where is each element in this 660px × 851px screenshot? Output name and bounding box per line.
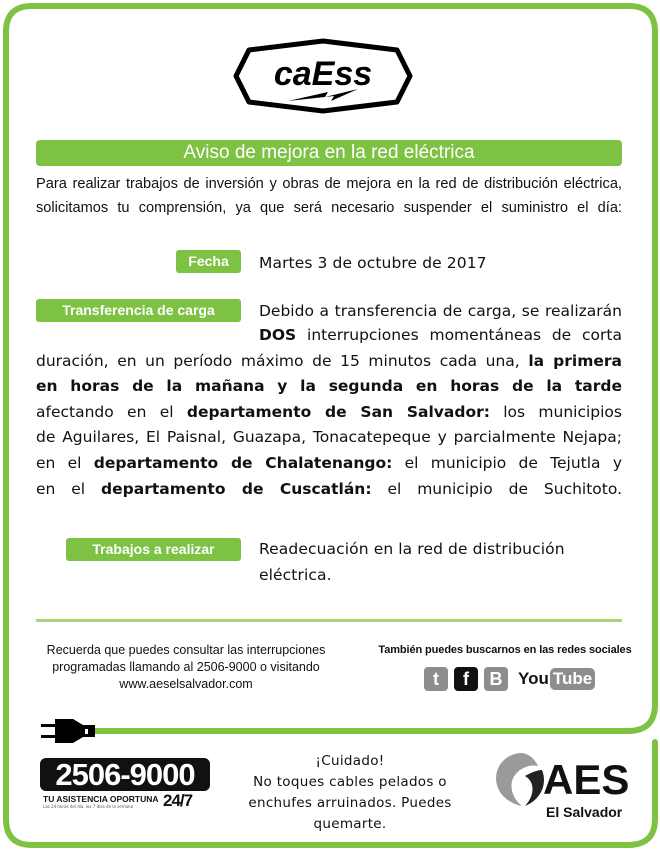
fecha-value: Martes 3 de octubre de 2017	[259, 254, 487, 272]
text: el municipio de Tejutla y	[392, 454, 623, 472]
transferencia-line	[36, 479, 622, 499]
text: interrupciones momentáneas de corta	[296, 326, 622, 344]
bold-text: departamento de San Salvador:	[186, 403, 490, 421]
caess-logo	[233, 38, 413, 114]
transferencia-line	[36, 351, 622, 371]
consult-line: Recuerda que puedes consultar las interrupciones	[46, 643, 326, 657]
bold-text: departamento de Cuscatlán:	[101, 480, 372, 498]
social-icons	[424, 667, 595, 691]
divider	[36, 619, 622, 622]
text: el municipio de Suchitoto.	[371, 480, 622, 498]
trabajos-line-1: Readecuación en la red de distribución	[259, 540, 565, 558]
trabajos-line-2: eléctrica.	[259, 566, 332, 584]
transferencia-line	[36, 453, 622, 473]
fecha-label: Fecha	[176, 250, 241, 273]
youtube-icon[interactable]	[518, 668, 595, 690]
caution-line: enchufes arruinados. Puedes	[248, 795, 452, 811]
facebook-icon[interactable]: f	[454, 667, 478, 691]
transferencia-line	[36, 376, 622, 396]
intro-line-2: solicitamos tu comprensión, ya que será necesario suspender el suministro el día:	[36, 200, 622, 216]
phone-hours: 24/7	[163, 791, 193, 810]
notice-title: Aviso de mejora en la red eléctrica	[36, 140, 622, 166]
intro-line-1: Para realizar trabajos de inversión y obras de mejora en la red de distribución eléctrica,	[36, 176, 622, 192]
text: en el	[36, 454, 94, 472]
plug-icon	[38, 716, 98, 746]
twitter-icon[interactable]: t	[424, 667, 448, 691]
transferencia-label: Transferencia de carga	[36, 299, 241, 322]
transferencia-line	[259, 301, 622, 321]
caution-text	[240, 751, 460, 835]
text: en el	[36, 480, 102, 498]
svg-text:caEss: caEss	[273, 55, 373, 93]
transferencia-line	[36, 427, 622, 447]
phone-tagline: TU ASISTENCIA OPORTUNA	[43, 794, 159, 804]
phone-number: 2506-9000	[40, 758, 210, 791]
caution-line: quemarte.	[313, 816, 387, 832]
transferencia-line	[259, 325, 622, 345]
text: afectando en el	[36, 403, 187, 421]
consult-text	[30, 642, 342, 693]
consult-line: programadas llamando al 2506-9000 o visitando	[52, 660, 320, 674]
bold-text: DOS	[259, 326, 297, 344]
bold-text: departamento de Chalatenango:	[93, 454, 393, 472]
trabajos-label: Trabajos a realizar	[66, 538, 241, 561]
caution-line: No toques cables pelados o	[253, 774, 447, 790]
social-title: También puedes buscarnos en las redes sociales	[378, 644, 632, 656]
caution-line: ¡Cuidado!	[315, 753, 385, 769]
transferencia-line	[36, 402, 622, 422]
blogger-icon[interactable]: B	[484, 667, 508, 691]
phone-subtag: Las 24 horas del día, los 7 días de la semana	[43, 804, 134, 809]
youtube-tube: Tube	[550, 668, 595, 690]
aes-swirl-icon	[490, 750, 550, 810]
text: Debido a transferencia de carga, se realizarán	[259, 302, 622, 320]
aes-country: El Salvador	[546, 804, 623, 820]
website-link[interactable]: www.aeselsalvador.com	[119, 677, 253, 691]
bold-text: la primera	[528, 352, 622, 370]
text: de Aguilares, El Paisnal, Guazapa, Tonacatepeque y parcialmente Nejapa;	[36, 428, 622, 446]
youtube-you: You	[518, 669, 549, 688]
text: los municipios	[489, 403, 622, 421]
bold-text: en horas de la mañana y la segunda en horas de la tarde	[36, 377, 622, 395]
text: duración, en un período máximo de 15 minutos cada una,	[36, 352, 529, 370]
aes-name: AES	[543, 756, 630, 803]
